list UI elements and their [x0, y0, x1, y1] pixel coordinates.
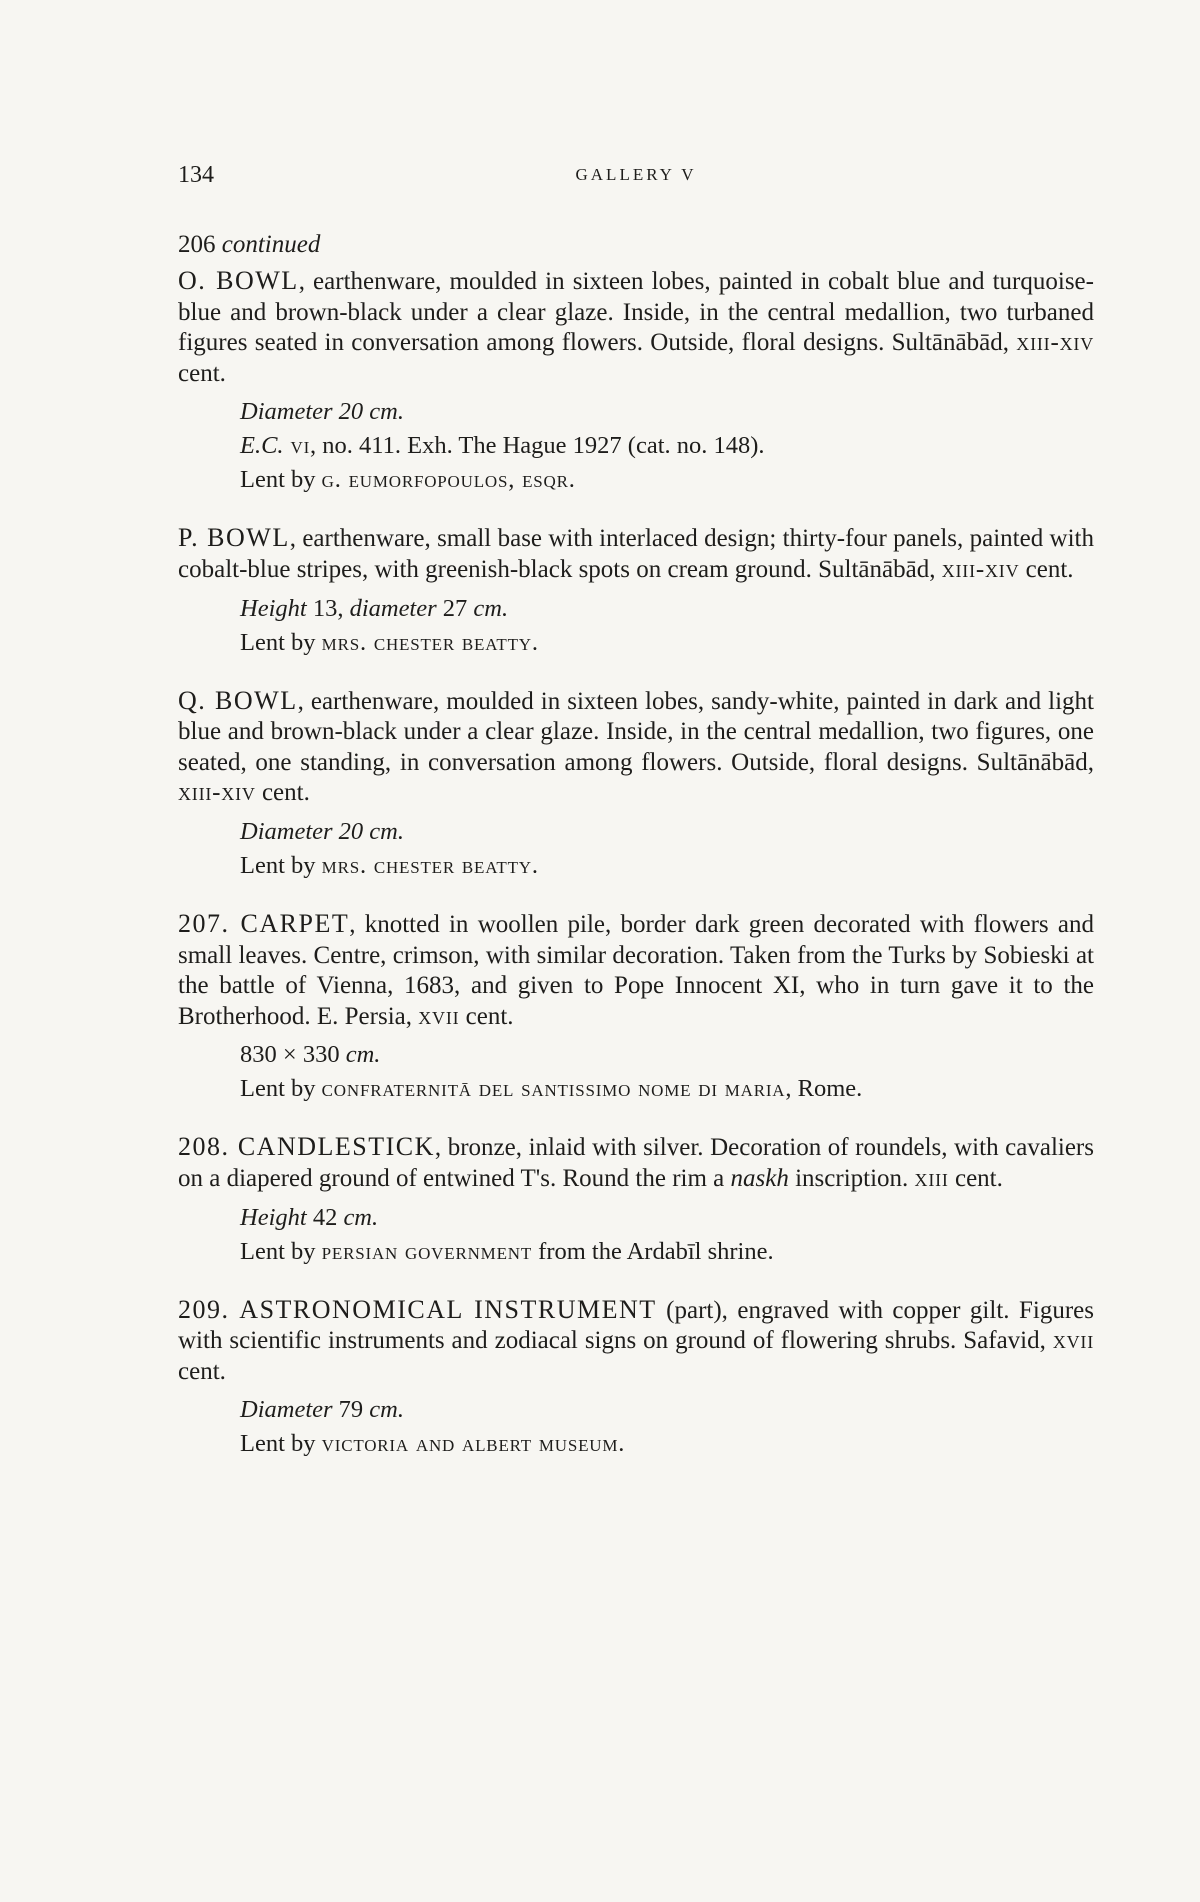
- entry-lender: Lent by mrs. chester beatty.: [240, 851, 539, 879]
- catalogue-entry-o: [178, 266, 1094, 495]
- entry-heading: P. BOWL: [178, 523, 290, 553]
- period: xvii: [1052, 1327, 1094, 1355]
- entry-description: 207. CARPET, knotted in woollen pile, border dark green decorated with flowers and small leaves. Centre, crimson, with similar decoration. Taken from the Turks by Sobieski at the battle of Vienna, 1683, and given to Pope Innocent XI, who in turn gave it to the Brotherhood. E. Persia, xvii cent.: [178, 908, 1094, 1030]
- entry-heading: 209. ASTRONOMICAL INSTRUMENT: [178, 1294, 657, 1324]
- entry-description: 208. CANDLESTICK, bronze, inlaid with silver. Decoration of roundels, with cavaliers on a diapered ground of entwined T's. Round the rim a naskh inscription. xiii cent.: [178, 1132, 1094, 1192]
- entry-description: 209. ASTRONOMICAL INSTRUMENT (part), engraved with copper gilt. Figures with scientific instruments and zodiacal signs on ground of flowering shrubs. Safavid, xvii cent.: [178, 1294, 1095, 1385]
- period: xvii: [418, 1002, 460, 1030]
- entry-lender: Lent by g. eumorfopoulos, esqr.: [240, 466, 576, 494]
- period: xiii-xiv: [1016, 329, 1094, 357]
- entry-lender: Lent by mrs. chester beatty.: [240, 628, 539, 656]
- gallery-title: GALLERY V: [575, 165, 697, 184]
- entry-dimensions: Diameter 20 cm.: [240, 398, 404, 426]
- lender-name: confraternitā del santissimo nome di maria: [321, 1075, 786, 1103]
- entry-heading: O. BOWL: [178, 266, 299, 295]
- entry-dimensions: Diameter 20 cm.: [240, 817, 404, 845]
- catalogue-entry-209: [178, 1295, 1094, 1460]
- period: xiii-xiv: [941, 555, 1020, 583]
- entry-description: Q. BOWL, earthenware, moulded in sixteen lobes, sandy-white, painted in dark and light blue and brown-black under a clear glaze. Inside, in the central medallion, two figures, one seated, one standing, in conversation among flowers. Outside, floral designs. Sultānābād, xiii-xiv cent.: [178, 685, 1094, 807]
- period: xiii-xiv: [178, 779, 256, 807]
- continued-text: continued: [221, 231, 321, 258]
- lender-name: mrs. chester beatty.: [321, 628, 539, 656]
- catalogue-entry-207: [178, 909, 1094, 1104]
- entry-heading: Q. BOWL: [178, 685, 298, 715]
- page-number: 134: [178, 162, 214, 188]
- continued-number: 206: [178, 231, 216, 258]
- entry-dimensions: Height 42 cm.: [240, 1203, 379, 1231]
- lender-name: g. eumorfopoulos, esqr.: [321, 466, 576, 494]
- catalogue-entry-q: [178, 686, 1094, 881]
- entry-reference: E.C. vi, no. 411. Exh. The Hague 1927 (cat. no. 148).: [240, 432, 765, 460]
- catalogue-entry-p: [178, 523, 1094, 657]
- continued-label: [178, 230, 1094, 260]
- lender-name: persian government: [321, 1237, 533, 1265]
- period: xiii: [914, 1164, 949, 1192]
- lender-name: victoria and albert museum: [321, 1430, 619, 1458]
- entry-dimensions: Diameter 79 cm.: [240, 1396, 404, 1424]
- catalogue-entry-208: [178, 1132, 1094, 1266]
- lender-name: mrs. chester beatty.: [321, 851, 539, 879]
- entry-description: P. BOWL, earthenware, small base with interlaced design; thirty-four panels, painted with cobalt-blue stripes, with greenish-black spots on cream ground. Sultānābād, xiii-xiv cent.: [178, 523, 1094, 583]
- catalogue-content: [178, 205, 1094, 1487]
- entry-lender: Lent by persian government from the Ardabīl shrine.: [240, 1237, 774, 1265]
- entry-dimensions: Height 13, diameter 27 cm.: [240, 594, 509, 622]
- entry-heading: 208. CANDLESTICK: [178, 1132, 435, 1162]
- entry-lender: Lent by victoria and albert museum.: [240, 1430, 625, 1458]
- entry-description: O. BOWL, earthenware, moulded in sixteen lobes, painted in cobalt blue and turquoise-blue and brown-black under a clear glaze. Inside, in the central medallion, two turbaned figures seated in conversation among flowers. Outside, floral designs. Sultānābād, xiii-xiv cent.: [178, 266, 1094, 387]
- running-head: [178, 160, 1094, 190]
- entry-dimensions: 830 × 330 cm.: [240, 1041, 381, 1069]
- entry-lender: Lent by confraternitā del santissimo nome di maria, Rome.: [240, 1075, 863, 1103]
- entry-heading: 207. CARPET: [178, 908, 350, 938]
